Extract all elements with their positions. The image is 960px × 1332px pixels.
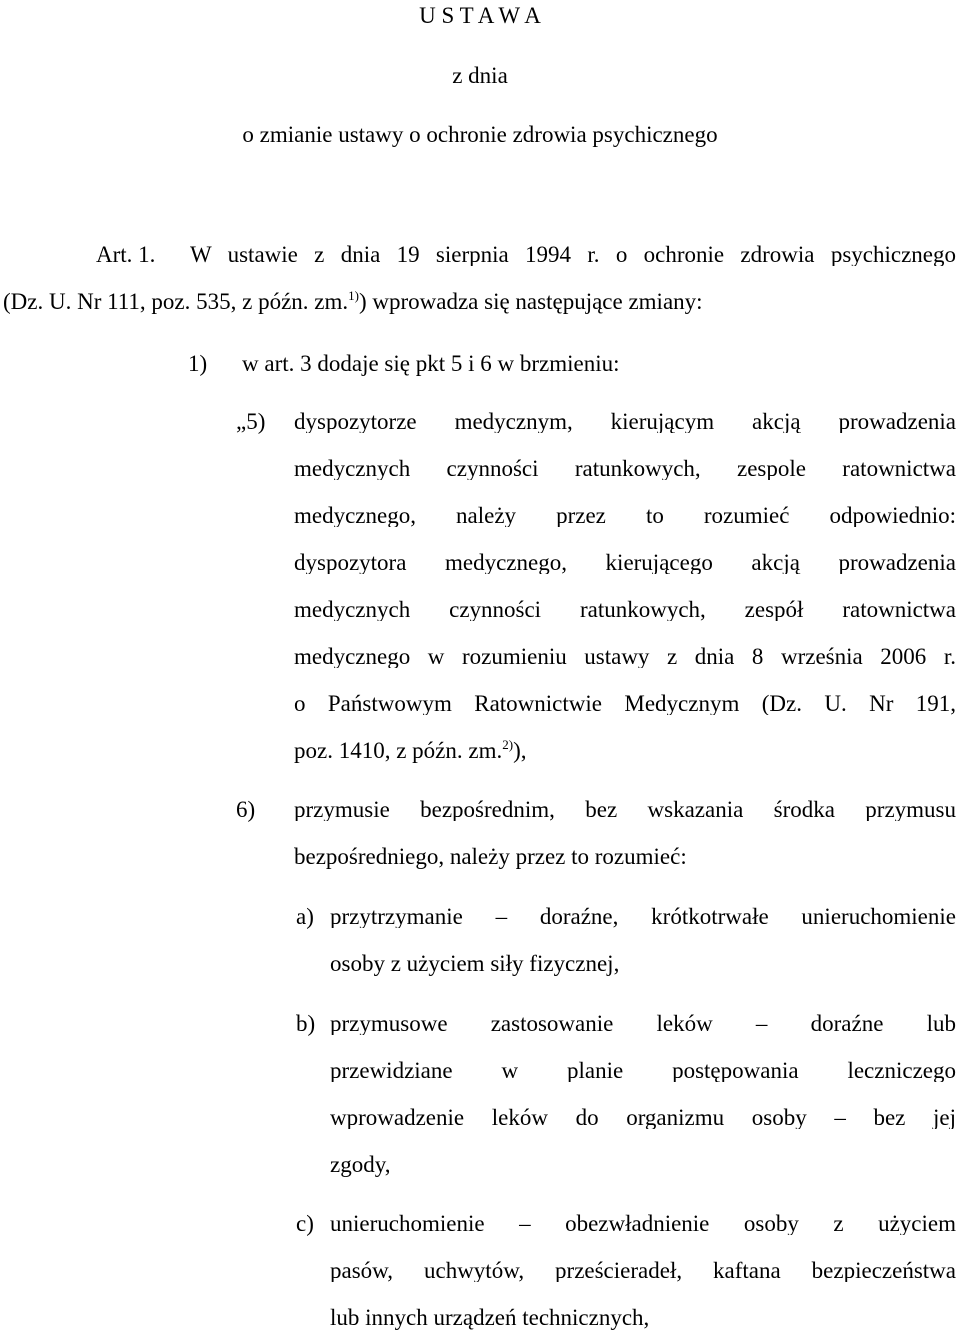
article-1-intro-line-1: W ustawie z dnia 19 sierpnia 1994 r. o ochronie zdrowia psychicznego: [190, 243, 956, 266]
point-5-line-8: [294, 739, 527, 762]
sub-c-line-1: unieruchomienie – obezwładnienie osoby z użyciem: [330, 1212, 956, 1235]
sub-a-label: a): [296, 904, 314, 929]
point-6-line-1: przymusie bezpośrednim, bez wskazania środka przymusu: [294, 798, 956, 821]
sub-c-line-3: lub innych urządzeń technicznych,: [330, 1305, 650, 1330]
article-1-intro-line-2-post: ) wprowadza się następujące zmiany:: [358, 289, 703, 314]
point-5-line-4: dyspozytora medycznego, kierującego akcją prowadzenia: [294, 551, 956, 574]
point-6-line-2: bezpośredniego, należy przez to rozumieć:: [294, 844, 687, 869]
point-6-label: 6): [236, 797, 256, 822]
footnote-ref-1: 1): [348, 288, 359, 303]
document-subtitle: o zmianie ustawy o ochronie zdrowia psychicznego: [242, 122, 718, 147]
point-5-line-3: medycznego, należy przez to rozumieć odpowiednio:: [294, 504, 956, 527]
document-date-line: z dnia: [452, 63, 508, 88]
point-5-line-5: medycznych czynności ratunkowych, zespół ratownictwa: [294, 598, 956, 621]
item-1-number: 1): [188, 351, 208, 376]
point-5-label: „5): [236, 409, 266, 434]
sub-b-line-2: przewidziane w planie postępowania leczniczego: [330, 1059, 956, 1082]
sub-a-line-1: przytrzymanie – doraźne, krótkotrwałe unieruchomienie: [330, 905, 956, 928]
article-1-intro-line-2-pre: (Dz. U. Nr 111, poz. 535, z późn. zm.: [3, 289, 349, 314]
sub-c-line-2: pasów, uchwytów, prześcieradeł, kaftana bezpieczeństwa: [330, 1259, 956, 1282]
point-5-line-1: dyspozytorze medycznym, kierującym akcją prowadzenia: [294, 410, 956, 433]
article-1-intro-line-2: [3, 290, 703, 313]
point-5-line-6: medycznego w rozumieniu ustawy z dnia 8 września 2006 r.: [294, 645, 956, 668]
point-5-line-7: o Państwowym Ratownictwie Medycznym (Dz. U. Nr 191,: [294, 692, 956, 715]
point-5-line-8-post: ),: [513, 738, 527, 763]
sub-c-label: c): [296, 1211, 314, 1236]
sub-b-label: b): [296, 1011, 316, 1036]
sub-b-line-3: wprowadzenie leków do organizmu osoby – bez jej: [330, 1106, 956, 1129]
sub-b-line-1: przymusowe zastosowanie leków – doraźne lub: [330, 1012, 956, 1035]
footnote-ref-2: 2): [502, 737, 514, 752]
sub-a-line-2: osoby z użyciem siły fizycznej,: [330, 951, 620, 976]
point-5-line-8-pre: poz. 1410, z późn. zm.: [294, 738, 503, 763]
document-title: U S T A W A: [419, 3, 541, 28]
item-1-text: w art. 3 dodaje się pkt 5 i 6 w brzmieniu:: [242, 351, 620, 376]
article-1-label: Art. 1.: [96, 242, 156, 267]
sub-b-line-4: zgody,: [330, 1152, 391, 1177]
point-5-line-2: medycznych czynności ratunkowych, zespole ratownictwa: [294, 457, 956, 480]
